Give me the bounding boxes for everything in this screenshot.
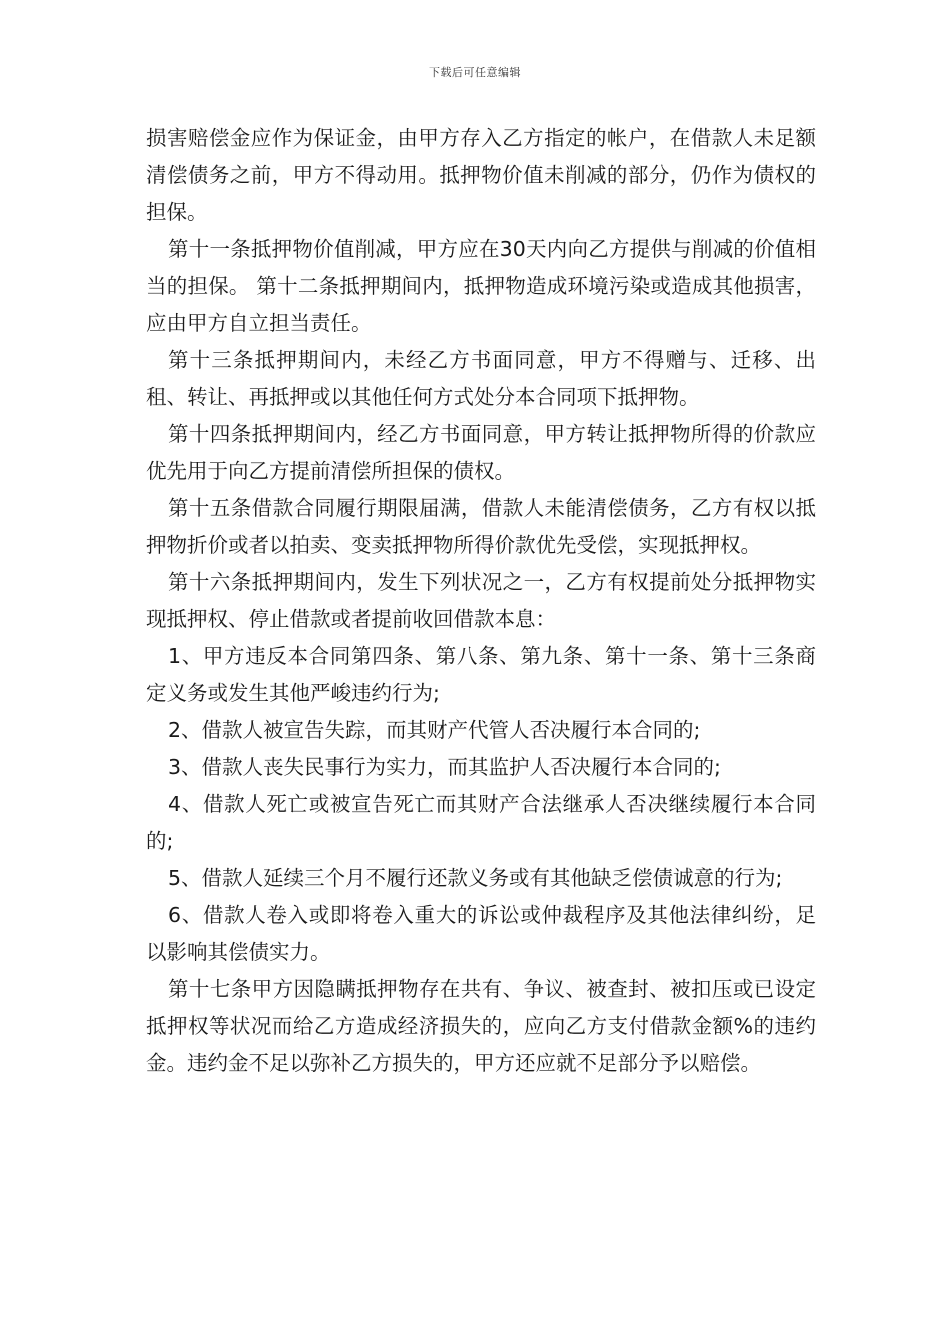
paragraph-article-14: 第十四条抵押期间内，经乙方书面同意，甲方转让抵押物所得的价款应优先用于向乙方提前清偿所担保的债权。 [146,422,816,483]
list-item-2: 2、借款人被宣告失踪，而其财产代管人否决履行本合同的; [168,718,701,742]
paragraph-article-13: 第十三条抵押期间内，未经乙方书面同意，甲方不得赠与、迁移、出租、转让、再抵押或以其他任何方式处分本合同项下抵押物。 [146,348,816,409]
list-item-3: 3、借款人丧失民事行为实力，而其监护人否决履行本合同的; [168,755,721,779]
paragraph-article-17: 第十七条甲方因隐瞒抵押物存在共有、争议、被查封、被扣压或已设定抵押权等状况而给乙方造成经济损失的，应向乙方支付借款金额%的违约金。违约金不足以弥补乙方损失的，甲方还应就不足部分予以赔偿。 [146,977,816,1075]
paragraph-article-16: 第十六条抵押期间内，发生下列状况之一，乙方有权提前处分抵押物实现抵押权、停止借款或者提前收回借款本息： [146,570,816,631]
list-item-6: 6、借款人卷入或即将卷入重大的诉讼或仲裁程序及其他法律纠纷，足以影响其偿债实力。 [146,903,816,964]
list-item-1: 1、甲方违反本合同第四条、第八条、第九条、第十一条、第十三条商定义务或发生其他严峻违约行为; [146,644,816,705]
page-header: 下载后可任意编辑 [429,66,521,79]
paragraph-article-15: 第十五条借款合同履行期限届满，借款人未能清偿债务，乙方有权以抵押物折价或者以拍卖、变卖抵押物所得价款优先受偿，实现抵押权。 [146,496,816,557]
paragraph-article-11-12: 第十一条抵押物价值削减，甲方应在30天内向乙方提供与削减的价值相当的担保。 第十二条抵押期间内，抵押物造成环境污染或造成其他损害，应由甲方自立担当责任。 [146,237,816,335]
list-item-4: 4、借款人死亡或被宣告死亡而其财产合法继承人否决继续履行本合同的; [146,792,816,853]
list-item-5: 5、借款人延续三个月不履行还款义务或有其他缺乏偿债诚意的行为; [168,866,783,890]
document-body [146,120,816,1082]
paragraph-continuation: 损害赔偿金应作为保证金，由甲方存入乙方指定的帐户，在借款人未足额清偿债务之前，甲方不得动用。抵押物价值未削减的部分，仍作为债权的担保。 [146,126,816,224]
